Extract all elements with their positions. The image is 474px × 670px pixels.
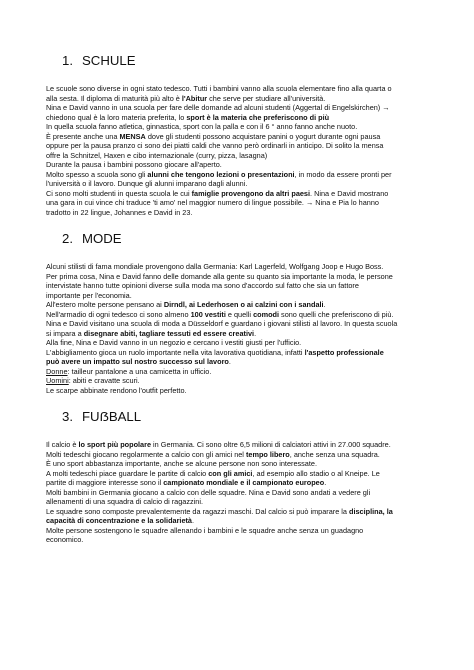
text-run: .: [254, 328, 257, 338]
section-title: SCHULE: [82, 53, 136, 68]
text-line: [46, 160, 436, 170]
text-line: [46, 319, 436, 329]
bold-text: campionato mondiale e il campionato europeo: [163, 478, 325, 487]
bold-text: famiglie provengono da altri paesi: [191, 188, 311, 198]
text-run: L'abbigliamento gioca un ruolo importante nella vita lavorativa quotidiana, infatti: [46, 347, 305, 357]
text-run: l'università o il lavoro. Dunque gli alunni imparano dagli alunni.: [46, 179, 248, 188]
text-run: Molti bambini in Germania giocano a calcio con delle squadre. Nina e David sono andati a vedere gli: [46, 487, 371, 497]
text-line: [46, 386, 436, 396]
bold-text: lo sport più popolare: [78, 440, 152, 449]
text-run: .: [323, 300, 326, 309]
underlined-text: Uomini: [46, 376, 69, 385]
text-run: A molti tedeschi piace guardare le partite di calcio: [46, 468, 209, 478]
section-heading: [62, 53, 436, 69]
text-line: [46, 357, 436, 367]
text-run: sono quelli che preferiscono di più.: [279, 309, 394, 319]
text-run: Ci sono molti studenti in questa scuola le cui: [46, 188, 192, 198]
bold-text: alunni che tengono lezioni o presentazioni: [147, 169, 295, 179]
text-line: [46, 300, 436, 310]
text-line: [46, 348, 436, 358]
section-body: [46, 262, 436, 395]
text-run: offre la Schnitzel, Haxen e cibo internazionale (curry, pizza, lasagna): [46, 150, 268, 160]
section-heading: [62, 409, 436, 425]
text-run: , in modo da essere pronti per: [294, 169, 392, 179]
text-line: [46, 113, 436, 123]
text-run: dove gli studenti possono acquistare panini o yogurt durante ogni pausa: [145, 131, 381, 141]
text-run: È uno sport abbastanza importante, anche se alcune persone non sono interessate.: [46, 459, 317, 468]
text-line: [46, 478, 436, 488]
text-line: [46, 291, 436, 301]
text-run: Molto spesso a scuola sono gli: [46, 169, 148, 179]
text-line: [46, 281, 436, 291]
text-line: [46, 141, 436, 151]
text-run: . Nina e David mostrano: [310, 188, 389, 198]
text-run: una gara in cui vince chi traduce 'ti amo' nel maggior numero di lingue possibile. → Nina e Pia lo hanno: [46, 198, 379, 207]
text-run: alla sesta. Il diploma di maturità più alto è: [46, 93, 182, 103]
text-run: e quelli: [225, 309, 254, 319]
bold-text: MENSA: [119, 131, 146, 141]
text-run: Molti tedeschi giocano regolarmente a calcio con gli amici nel: [46, 449, 246, 459]
text-line: [46, 262, 436, 272]
bold-text: comodi: [253, 309, 280, 319]
underlined-text: Donne: [46, 366, 68, 376]
bold-text: l'aspetto professionale: [304, 347, 384, 357]
text-run: importante per l'economia.: [46, 290, 132, 300]
section-title: FUẞBALL: [82, 409, 142, 424]
text-line: [46, 189, 436, 199]
text-line: [46, 310, 436, 320]
text-line: [46, 497, 436, 507]
text-line: [46, 170, 436, 180]
text-line: [46, 526, 436, 536]
section-mode: [46, 231, 436, 395]
section-number: 3.: [62, 409, 73, 424]
section-fussball: [46, 409, 436, 545]
bold-text: 100 vestiti: [190, 309, 226, 319]
text-line: [46, 151, 436, 161]
text-run: che serve per studiare all'università.: [207, 93, 326, 103]
section-heading: [62, 231, 436, 247]
text-run: Le scarpe abbinate rendono l'outfit perfetto.: [46, 385, 187, 395]
text-run: Alcuni stilisti di fama mondiale provengono dalla Germania: Karl Lagerfeld, Wolfgang Joop e Hugo Boss.: [46, 262, 384, 271]
text-run: All'estero molte persone pensano ai: [46, 300, 164, 309]
text-line: [46, 84, 436, 94]
text-run: : tailleur pantalone a una camicetta in ufficio.: [67, 366, 212, 376]
text-run: oppure per la pausa pranzo ci sono dei piatti caldi che vanno però ordinarli in anticipo. Di solito la mensa: [46, 141, 384, 150]
section-number: 1.: [62, 53, 73, 68]
text-line: [46, 507, 436, 517]
bold-text: può avere un impatto sul nostro successo sul lavoro: [46, 357, 229, 366]
text-run: In quella scuola fanno atletica, ginnastica, sport con la palla e con il 6 ° anno fanno anche nuoto.: [46, 122, 358, 131]
text-line: [46, 338, 436, 348]
text-run: allenamenti di una squadra di calcio di ragazzini.: [46, 497, 203, 506]
text-line: [46, 132, 436, 142]
text-run: Nell'armadio di ogni tedesco ci sono almeno: [46, 309, 191, 319]
text-line: [46, 376, 436, 386]
bold-text: disegnare abiti, tagliare tessuti ed essere creativi: [83, 328, 255, 338]
text-line: [46, 459, 436, 469]
text-line: [46, 440, 436, 450]
section-title: MODE: [82, 231, 122, 246]
text-run: Alla fine, Nina e David vanno in un negozio e cercano i vestiti giusti per l'ufficio.: [46, 338, 302, 347]
text-run: È presente anche una: [46, 131, 120, 141]
text-run: Le squadre sono composte prevalentemente da ragazzi maschi. Dal calcio si può imparare la: [46, 506, 349, 516]
text-line: [46, 179, 436, 189]
text-line: [46, 198, 436, 208]
text-line: [46, 469, 436, 479]
bold-text: disciplina, la: [348, 506, 393, 516]
section-body: [46, 440, 436, 545]
section-body: [46, 84, 436, 217]
text-line: [46, 94, 436, 104]
text-run: Il calcio è: [46, 440, 79, 449]
text-run: in Germania. Ci sono oltre 6,5 milioni di calciatori attivi in 27.000 squadre.: [151, 440, 391, 449]
text-run: Molte persone sostengono le squadre allenando i bambini e le squadre anche senza un guadagno: [46, 525, 364, 535]
text-line: [46, 208, 436, 218]
text-run: economico.: [46, 535, 84, 544]
text-run: : abiti e cravatte scuri.: [68, 376, 140, 385]
text-line: [46, 103, 436, 113]
bold-text: sport è la materia che preferiscono di più: [186, 112, 330, 122]
text-line: [46, 488, 436, 498]
text-run: partite di maggiore interesse sono il: [46, 478, 164, 487]
text-line: [46, 272, 436, 282]
text-run: Le scuole sono diverse in ogni stato tedesco. Tutti i bambini vanno alla scuola elementare fino alla quarta o: [46, 84, 392, 93]
bold-text: tempo libero: [245, 449, 290, 459]
bold-text: Dirndl, ai Lederhosen o ai calzini con i sandali: [163, 300, 324, 309]
text-line: [46, 516, 436, 526]
text-run: intervistate hanno tutte opinioni diverse sulla moda ma sono d'accordo sul fatto che sia un fattore: [46, 281, 359, 290]
text-line: [46, 329, 436, 339]
section-number: 2.: [62, 231, 73, 246]
text-run: Nina e David visitano una scuola di moda a Düsseldorf e guardano i giovani stilisti al lavoro. In questa scuola: [46, 319, 398, 328]
bold-text: con gli amici: [208, 468, 253, 478]
section-schule: [46, 53, 436, 217]
text-run: Per prima cosa, Nina e David fanno delle domande alla gente su quanto sia importante la moda, le persone: [46, 271, 393, 281]
bold-text: capacità di concentrazione e la solidarietà: [46, 516, 192, 525]
text-run: .: [228, 357, 231, 366]
text-run: .: [192, 516, 195, 525]
text-run: , ad esempio allo stadio o al Kneipe. Le: [252, 468, 380, 478]
text-run: .: [324, 478, 327, 487]
text-line: [46, 367, 436, 377]
bold-text: l'Abitur: [181, 93, 208, 103]
text-run: Durante la pausa i bambini possono giocare all'aperto.: [46, 160, 222, 169]
text-run: tradotto in 22 lingue, Johannes e David in 23.: [46, 207, 193, 217]
text-line: [46, 450, 436, 460]
text-run: chiedono qual è la loro materia preferita, lo: [46, 112, 187, 122]
text-run: si impara a: [46, 328, 84, 338]
text-line: [46, 122, 436, 132]
text-run: Nina e David vanno in una scuola per fare delle domande ad alcuni studenti (Aggertal di Engelskirchen) →: [46, 103, 390, 112]
text-run: , anche senza una squadra.: [289, 449, 380, 459]
text-line: [46, 535, 436, 545]
